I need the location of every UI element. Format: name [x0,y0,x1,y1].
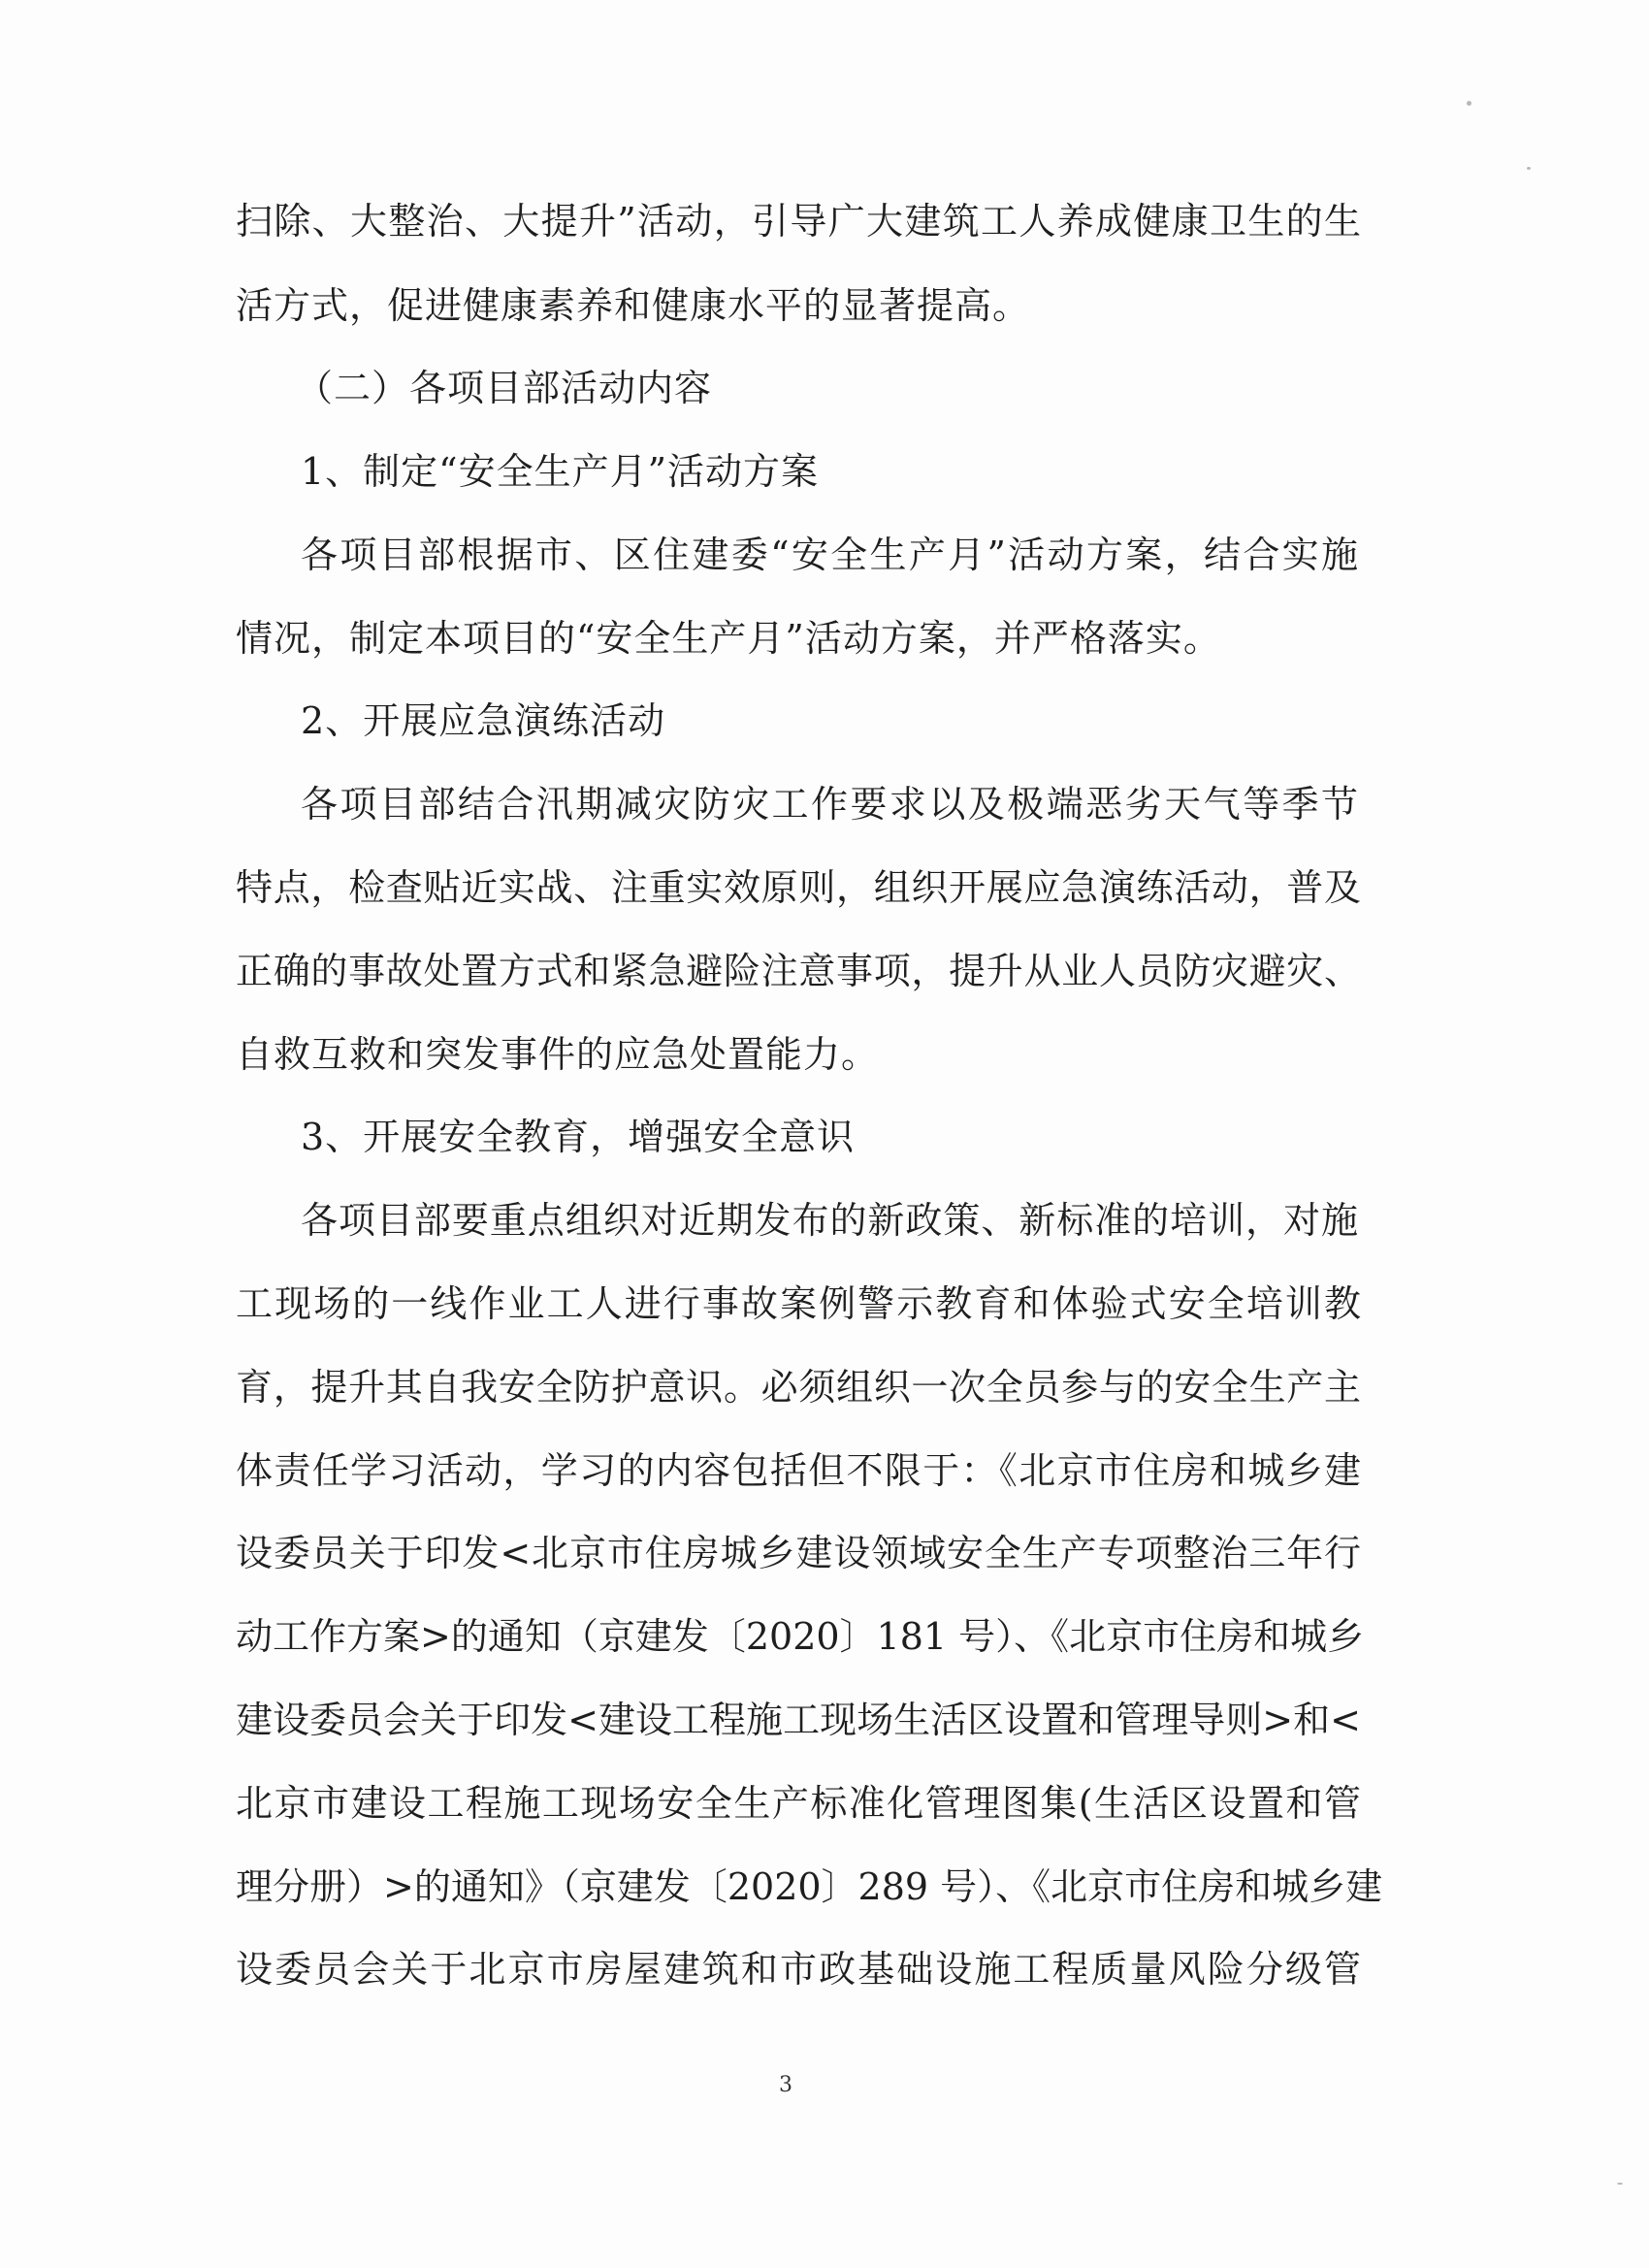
body-text-line: 特点，检查贴近实战、注重实效原则，组织开展应急演练活动，普及 [236,866,1361,909]
subsection-heading: 1、制定“安全生产月”活动方案 [301,450,820,493]
body-text-line: 各项目部结合汛期减灾防灾工作要求以及极端恶劣天气等季节 [301,783,1358,826]
scan-speck [1467,101,1471,106]
page-number: 3 [779,2073,792,2097]
scan-speck [1617,2183,1623,2185]
body-text-line: 各项目部根据市、区住建委“安全生产月”活动方案，结合实施 [301,534,1358,576]
subsection-heading: 2、开展应急演练活动 [301,699,666,742]
body-text-line: 情况，制定本项目的“安全生产月”活动方案，并严格落实。 [236,617,1221,660]
body-text-line: 设委员关于印发<北京市住房城乡建设领域安全生产专项整治三年行 [236,1532,1361,1574]
body-text-line: 扫除、大整治、大提升”活动，引导广大建筑工人养成健康卫生的生 [236,200,1361,243]
body-text-line: 设委员会关于北京市房屋建筑和市政基础设施工程质量风险分级管 [236,1948,1361,1991]
body-text-line: 建设委员会关于印发<建设工程施工现场生活区设置和管理导则>和< [236,1699,1361,1741]
body-text-line: 各项目部要重点组织对近期发布的新政策、新标准的培训，对施 [301,1199,1358,1242]
subsection-heading: 3、开展安全教育，增强安全意识 [301,1116,856,1158]
body-text-line: 自救互救和突发事件的应急处置能力。 [236,1033,880,1076]
body-text-line: 动工作方案>的通知（京建发〔2020〕181 号）、《北京市住房和城乡 [236,1615,1365,1658]
body-text-line: 育，提升其自我安全防护意识。必须组织一次全员参与的安全生产主 [236,1366,1361,1409]
body-text-line: 北京市建设工程施工现场安全生产标准化管理图集(生活区设置和管 [236,1782,1361,1825]
scan-speck [1527,167,1531,170]
body-text-line: 体责任学习活动，学习的内容包括但不限于：《北京市住房和城乡建 [236,1449,1361,1492]
body-text-line: 活方式，促进健康素养和健康水平的显著提高。 [236,284,1031,327]
body-text-line: 工现场的一线作业工人进行事故案例警示教育和体验式安全培训教 [236,1282,1361,1325]
body-text-line: 正确的事故处置方式和紧急避险注意事项，提升从业人员防灾避灾、 [236,950,1361,992]
body-text-line: 理分册）>的通知》（京建发〔2020〕289 号）、《北京市住房和城乡建 [236,1865,1383,1908]
section-heading: （二）各项目部活动内容 [296,367,713,409]
